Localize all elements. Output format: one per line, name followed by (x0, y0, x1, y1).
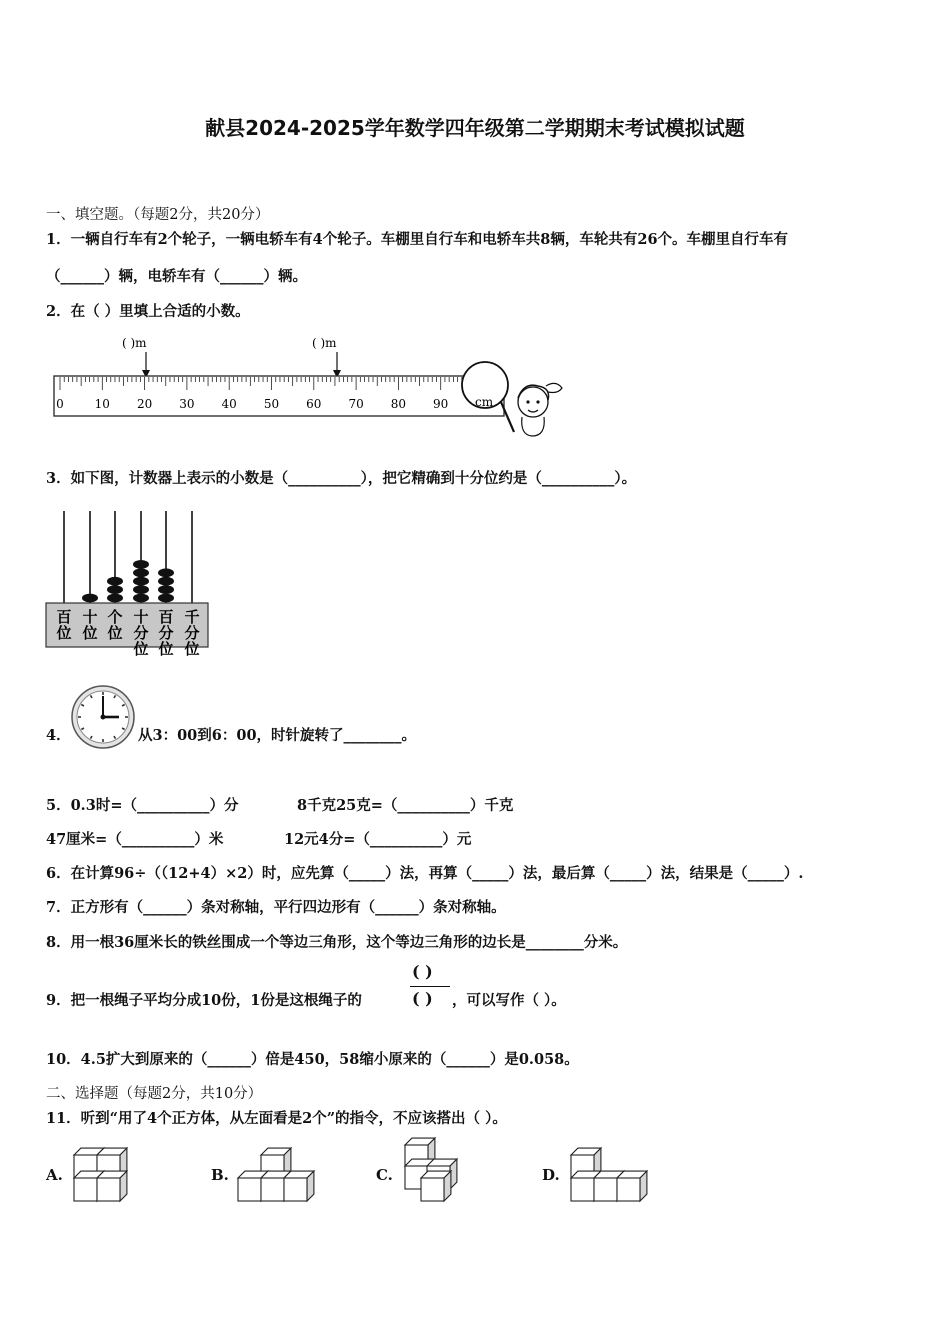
question-4-number: 4． (46, 727, 71, 744)
question-4-text: 从3：00到6：00，时针旋转了________。 (138, 727, 417, 744)
question-1-line-2: （______）辆，电轿车有（______）辆。 (46, 268, 307, 285)
fraction-bar (410, 986, 450, 987)
abacus-place-label: 十 (82, 608, 98, 626)
abacus-figure (44, 505, 214, 665)
fraction-denominator: ( ) (412, 989, 433, 1008)
ruler-tick-label: 80 (390, 397, 407, 411)
question-7: 7．正方形有（______）条对称轴，平行四边形有（______）条对称轴。 (46, 899, 506, 916)
abacus-bead (158, 585, 174, 594)
ruler-figure (46, 330, 576, 440)
abacus-place-label: 分 (133, 624, 149, 642)
ruler-tick-label: 30 (179, 397, 195, 411)
abacus-bead (82, 594, 98, 603)
question-5-part-c: 47厘米=（__________）米 (46, 831, 224, 848)
abacus-bead (133, 594, 149, 603)
question-2: 2．在（ ）里填上合适的小数。 (46, 303, 250, 320)
question-1-line-1: 1．一辆自行车有2个轮子，一辆电轿车有4个轮子。车棚里自行车和电轿车共8辆，车轮共有26个。车棚里自行车有 (46, 231, 789, 248)
abacus-bead (133, 577, 149, 586)
abacus-bead (158, 568, 174, 577)
question-5-part-b: 8千克25克=（__________）千克 (297, 797, 514, 814)
ruler-blank-right: ( )m (312, 336, 337, 350)
ruler-tick-label: 40 (221, 397, 237, 411)
ruler-tick-label: 90 (433, 397, 449, 411)
abacus-place-label: 位 (56, 624, 72, 642)
abacus-place-label: 位 (82, 624, 98, 642)
option-b-label[interactable]: B. (211, 1166, 229, 1184)
abacus-place-label: 位 (158, 640, 174, 658)
question-9-tail: ，可以写作（ ）。 (452, 992, 566, 1009)
option-d-label[interactable]: D. (542, 1166, 560, 1184)
clock-icon (70, 684, 136, 750)
abacus-place-label: 位 (133, 640, 149, 658)
ruler-unit-label: cm (475, 395, 494, 409)
abacus-place-label: 分 (158, 624, 174, 642)
question-6: 6．在计算96÷（（12+4）×2）时，应先算（_____）法，再算（_____）法，最后算（_____）法，结果是（_____）. (46, 865, 804, 882)
option-c-label[interactable]: C. (376, 1166, 393, 1184)
option-b-cubes[interactable] (236, 1142, 320, 1204)
abacus-bead (107, 585, 123, 594)
abacus-place-label: 百 (56, 608, 72, 626)
question-5-part-d: 12元4分=（__________）元 (284, 831, 472, 848)
ruler-tick-label: 0 (56, 397, 64, 411)
abacus-bead (133, 585, 149, 594)
section-1-heading: 一、填空题。（每题2分，共20分） (46, 207, 270, 223)
abacus-bead (133, 560, 149, 569)
magnifier-handle (501, 402, 514, 432)
abacus-bead (158, 594, 174, 603)
question-5-part-a: 5．0.3时=（__________）分 (46, 797, 239, 814)
abacus-place-label: 分 (184, 624, 200, 642)
abacus-place-label: 千 (184, 608, 200, 626)
option-c-cubes[interactable] (403, 1136, 467, 1204)
abacus-place-label: 位 (184, 640, 200, 658)
abacus-place-label: 十 (133, 608, 149, 626)
abacus-bead (107, 594, 123, 603)
section-2-heading: 二、选择题（每题2分，共10分） (46, 1086, 263, 1102)
abacus-bead (158, 577, 174, 586)
ruler-tick-label: 70 (348, 397, 364, 411)
ruler-tick-label: 20 (136, 397, 153, 411)
question-8: 8．用一根36厘米长的铁丝围成一个等边三角形，这个等边三角形的边长是________分米。 (46, 934, 628, 951)
abacus-bead (107, 577, 123, 586)
ruler-tick-label: 50 (263, 397, 280, 411)
option-a-label[interactable]: A. (46, 1166, 63, 1184)
girl-cartoon-icon (518, 383, 562, 436)
ruler-blank-left: ( )m (122, 336, 147, 350)
abacus-beads (82, 560, 174, 602)
abacus-place-label: 百 (158, 608, 174, 626)
abacus-place-label: 位 (107, 624, 123, 642)
question-11: 11．听到“用了4个正方体，从左面看是2个”的指令，不应该搭出（ ）。 (46, 1110, 507, 1127)
ruler-tick-label: 60 (306, 397, 322, 411)
option-a-cubes[interactable] (72, 1142, 134, 1204)
option-d-cubes[interactable] (569, 1142, 655, 1204)
page-title: 献县2024-2025学年数学四年级第二学期期末考试模拟试题 (205, 116, 745, 140)
abacus-place-label: 个 (107, 608, 123, 626)
question-3: 3．如下图，计数器上表示的小数是（__________），把它精确到十分位约是（__________）。 (46, 470, 637, 487)
abacus-bead (133, 568, 149, 577)
question-10: 10．4.5扩大到原来的（______）倍是450，58缩小原来的（______）是0.058。 (46, 1051, 579, 1068)
ruler-tick-label: 10 (94, 397, 110, 411)
question-9-text: 9．把一根绳子平均分成10份，1份是这根绳子的 (46, 992, 362, 1009)
fraction-numerator: ( ) (412, 962, 433, 981)
